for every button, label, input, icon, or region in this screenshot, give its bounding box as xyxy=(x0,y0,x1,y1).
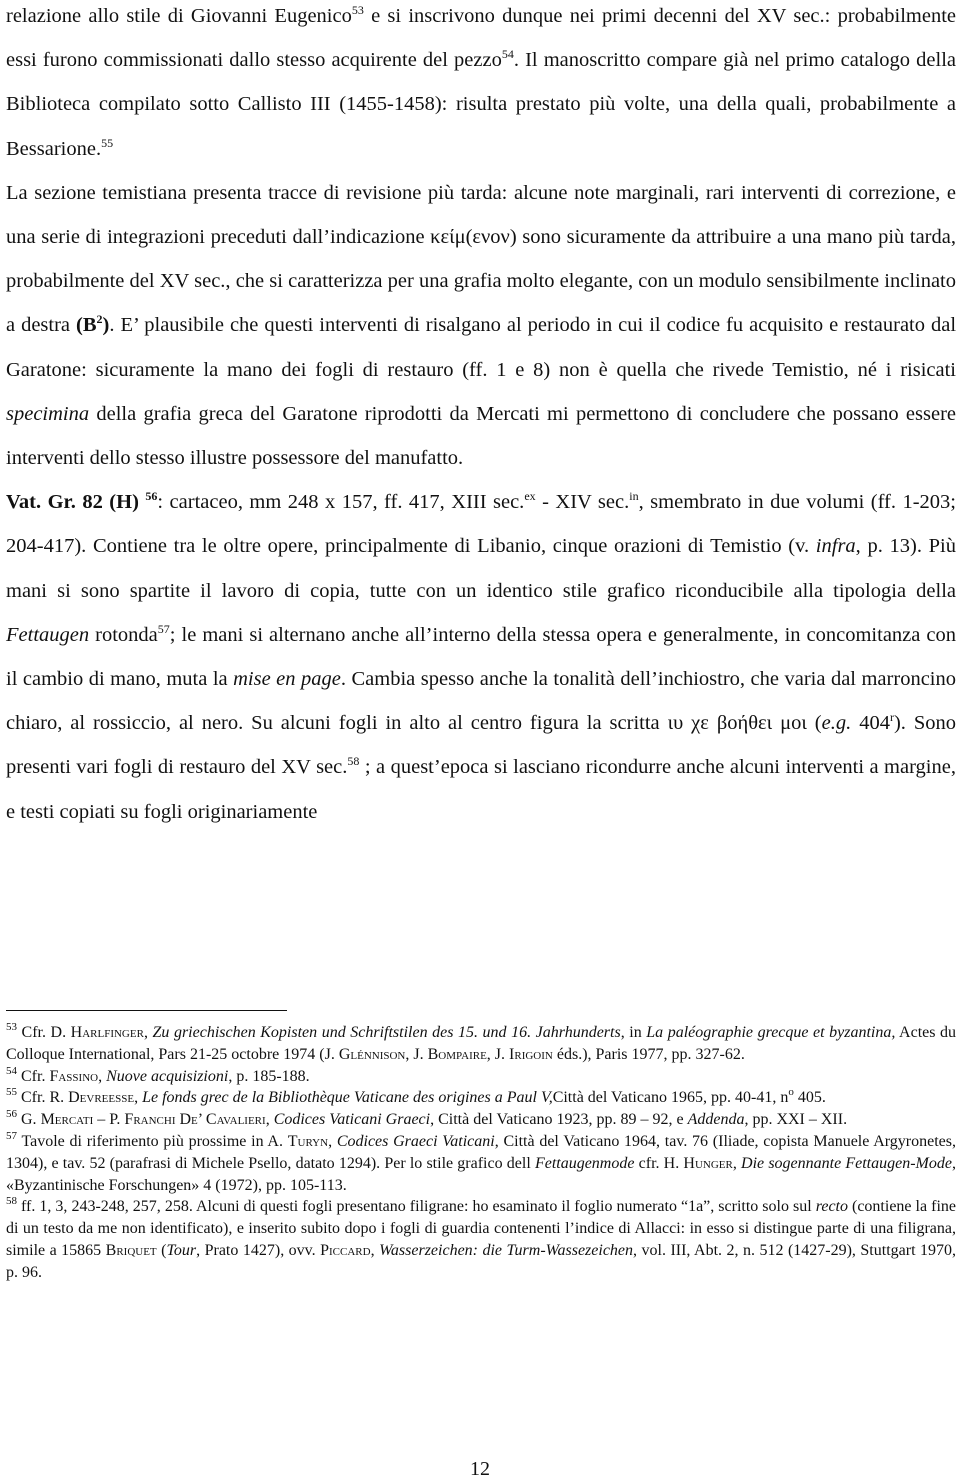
text-run: , xyxy=(143,1024,153,1041)
footnote-number: 58 xyxy=(6,1195,17,1208)
text-run: Città del Vaticano 1965, pp. 40-41, n xyxy=(552,1089,789,1107)
text-run: , J. xyxy=(405,1045,428,1063)
text-run: , «Byzantinische Forschungen» 4 (1972), pp. 105-113. xyxy=(6,1154,956,1194)
author-name: Bompaire xyxy=(427,1045,487,1063)
footnote-55 xyxy=(6,1087,956,1109)
footnote-ref-54[interactable]: 54 xyxy=(501,47,514,62)
text-run: , p. 13). Più mani si sono spartite il lavoro di copia, tutte con un identico stile grafico riconducibile alla tipologia della xyxy=(6,535,956,602)
hand-siglum xyxy=(76,314,109,336)
text-run: ; le mani si alternano anche all’interno della stessa opera e generalmente, in concomitanza con il cambio di mano, muta la xyxy=(6,623,956,691)
text-run: – P. xyxy=(93,1111,125,1129)
text-run: , smembrato in due volumi (ff. 1-203; 204-417). Contiene tra le oltre opere, principalmente di Libanio, cinque orazioni di Temistio (v. xyxy=(6,491,956,558)
text-run: 404 xyxy=(851,712,890,735)
text-run: éds.), Paris 1977, pp. 327-62. xyxy=(552,1045,745,1063)
footnote-56 xyxy=(6,1109,956,1131)
text-run: ( xyxy=(156,1241,167,1259)
italic-term: specimina xyxy=(6,402,90,425)
footnote-number: 54 xyxy=(6,1064,17,1077)
work-title: Fettaugenmode xyxy=(534,1154,635,1172)
superscript-r: r xyxy=(889,710,894,725)
text-run: , pp. XXI – XII. xyxy=(744,1111,848,1129)
author-name: Briquet xyxy=(105,1241,157,1259)
footnote-number: 56 xyxy=(6,1108,17,1121)
author-name: Glénnison xyxy=(338,1045,406,1063)
paragraph-2 xyxy=(6,171,956,480)
text-run: cfr. H. xyxy=(634,1154,684,1172)
main-text xyxy=(6,0,956,834)
text-run: , vol. III, Abt. 2, n. 512 (1427-29), Stuttgart 1970, p. 96. xyxy=(6,1241,956,1281)
author-name: Mercati xyxy=(40,1111,94,1129)
work-title: Zu griechischen Kopisten und Schriftstilen des 15. und 16. Jahrhunderts xyxy=(152,1024,621,1041)
work-title: Codices Vaticani Graeci xyxy=(273,1111,431,1129)
text-run: , in xyxy=(620,1024,647,1041)
footnote-ref-57[interactable]: 57 xyxy=(157,621,170,636)
text-run: della grafia greca del Garatone riprodotti da Mercati mi permettono di concludere che possano essere interventi dello stesso illustre possessore del manufatto. xyxy=(6,402,956,470)
text-run: Tavole di riferimento più prossime in A. xyxy=(17,1132,288,1150)
work-title: Addenda xyxy=(687,1111,745,1129)
work-title: Nuove acquisizioni xyxy=(106,1067,229,1085)
footnote-number: 57 xyxy=(6,1129,17,1142)
text-run: ff. 1, 3, 243-248, 257, 258. Alcuni di questi fogli presentano filigrane: ho esaminato il foglio numerato “1a”, scritto solo sul xyxy=(17,1198,816,1216)
footnote-58 xyxy=(6,1196,956,1283)
italic-term: recto xyxy=(815,1198,848,1216)
text-run: G. xyxy=(17,1111,41,1129)
text-run: , p. 185-188. xyxy=(228,1067,310,1085)
text-run: , xyxy=(134,1089,143,1107)
footnote-number: 55 xyxy=(6,1086,17,1099)
author-name: Piccard xyxy=(320,1241,371,1259)
footnote-ref-53[interactable]: 53 xyxy=(351,3,364,17)
text-run: relazione allo stile di Giovanni Eugenico xyxy=(6,5,352,27)
text-run: . Il manoscritto compare già nel primo catalogo della Biblioteca compilato sotto Callisto III (1455-1458): risulta prestato più volte, una della quali, probabilmente a Bessarione. xyxy=(6,49,956,160)
footnote-ref-56[interactable]: 56 xyxy=(145,489,158,504)
work-title: Tour xyxy=(166,1241,197,1259)
author-name: Franchi De’ Cavalieri xyxy=(124,1111,266,1129)
manuscript-heading: Vat. Gr. 82 (H) xyxy=(6,491,146,514)
footnote-ref-55[interactable]: 55 xyxy=(101,135,114,150)
text-run: . E’ plausibile che questi interventi di risalgano al periodo in cui il codice fu acquisito e restaurato dal Garatone: sicuramente la mano dei fogli di restauro (ff. 1 e 8) non è quella che rivede Temistio, né i risicati xyxy=(6,314,957,381)
author-name: Fassino xyxy=(49,1067,99,1085)
text-run: , xyxy=(732,1154,742,1172)
author-name: Turyn xyxy=(287,1132,329,1150)
footnote-ref-58[interactable]: 58 xyxy=(347,754,360,769)
page-number: 12 xyxy=(470,1458,490,1480)
superscript-o: o xyxy=(788,1086,794,1099)
text-run: . Cambia spesso anche la tonalità dell’inchiostro, che varia dal marroncino chiaro, al rossiccio, al nero. Su alcuni fogli in alto al centro figura la scritta ιυ χε βοήθει μοι ( xyxy=(6,668,956,735)
text-run: rotonda xyxy=(89,623,158,646)
author-name: Irigoin xyxy=(509,1045,553,1063)
paragraph-1 xyxy=(6,0,956,171)
italic-term: Fettaugen xyxy=(6,623,90,646)
italic-term: infra xyxy=(815,535,856,558)
italic-term: e.g. xyxy=(821,712,852,735)
footnote-57 xyxy=(6,1131,956,1196)
author-name: Harlfinger xyxy=(70,1024,144,1041)
superscript-in: in xyxy=(629,489,639,504)
text-run: , xyxy=(98,1067,107,1085)
text-run: - XIV sec. xyxy=(535,491,630,514)
text-run: , xyxy=(328,1132,337,1150)
text-run: Actes du Colloque International, Pars 21-25 octobre 1974 (J. xyxy=(6,1024,957,1063)
footnote-53 xyxy=(6,1022,956,1066)
text-run: , xyxy=(265,1111,274,1129)
siglum-close: ) xyxy=(102,314,110,337)
footnote-54 xyxy=(6,1066,956,1088)
siglum-superscript: 2 xyxy=(96,312,103,327)
text-run: ; a quest’epoca si lasciano ricondurre anche alcuni interventi a margine, e testi copiati su fogli originariamente xyxy=(6,756,956,823)
text-run: ). Sono presenti vari fogli di restauro del XV sec. xyxy=(6,712,956,779)
text-run: , J. xyxy=(486,1045,510,1063)
footnote-number: 53 xyxy=(6,1021,17,1033)
text-run: (contiene la fine di un testo da me non identificato), e inserito subito dopo i fogli di guardia contenenti l’indice di Allacci: in esso si distingue parte di una filigrana, simile a 15865 xyxy=(6,1198,956,1259)
author-name: Devreesse xyxy=(68,1089,135,1107)
siglum-letter: (B xyxy=(76,314,97,337)
footnotes xyxy=(6,1022,956,1284)
work-title: Die sogennante Fettaugen-Mode xyxy=(741,1154,952,1172)
italic-term: mise en page xyxy=(233,668,341,691)
text-run: , Città del Vaticano 1923, pp. 89 – 92, e xyxy=(430,1111,688,1129)
text-run: : cartaceo, mm 248 x 157, ff. 417, XIII sec. xyxy=(157,491,525,514)
text-run: , xyxy=(370,1241,380,1259)
text-run: Cfr. xyxy=(17,1067,50,1085)
text-run: La sezione temistiana presenta tracce di revisione più tarda: alcune note marginali, rari interventi di correzione, e una serie di integrazioni preceduti dall’indicazione κείμ(ενον) sono sicuramente da attribuire a una mano più tarda, probabilmente del XV sec., che si caratterizza per una grafia molto elegante, con un modulo sensibilmente inclinato a destra xyxy=(6,181,956,337)
work-title: Le fonds grec de la Bibliothèque Vaticane des origines a Paul V, xyxy=(142,1089,553,1107)
text-run: , Prato 1427), ovv. xyxy=(196,1241,321,1259)
text-run: , Città del Vaticano 1964, tav. 76 (Iliade, copista Manuele Argyronetes, 1304), e tav. 52 (parafrasi di Michele Psello, datato 1294). Per lo stile grafico dell xyxy=(6,1132,957,1172)
text-run: Cfr. D. xyxy=(17,1024,71,1041)
paragraph-3 xyxy=(6,480,956,834)
text-run: Cfr. R. xyxy=(17,1089,69,1107)
text-run: e si inscrivono dunque nei primi decenni del XV sec.: probabilmente essi furono commissionati dallo stesso acquirente del pezzo xyxy=(6,5,956,72)
work-title: Codices Graeci Vaticani xyxy=(336,1132,495,1150)
superscript-ex: ex xyxy=(524,489,536,504)
text-run: 405. xyxy=(793,1089,826,1107)
author-name: Hunger xyxy=(683,1154,733,1172)
footnote-separator xyxy=(6,1010,287,1011)
work-title: La paléographie grecque et byzantina, xyxy=(646,1024,896,1041)
work-title: Wasserzeichen: die Turm-Wassezeichen xyxy=(379,1241,634,1259)
